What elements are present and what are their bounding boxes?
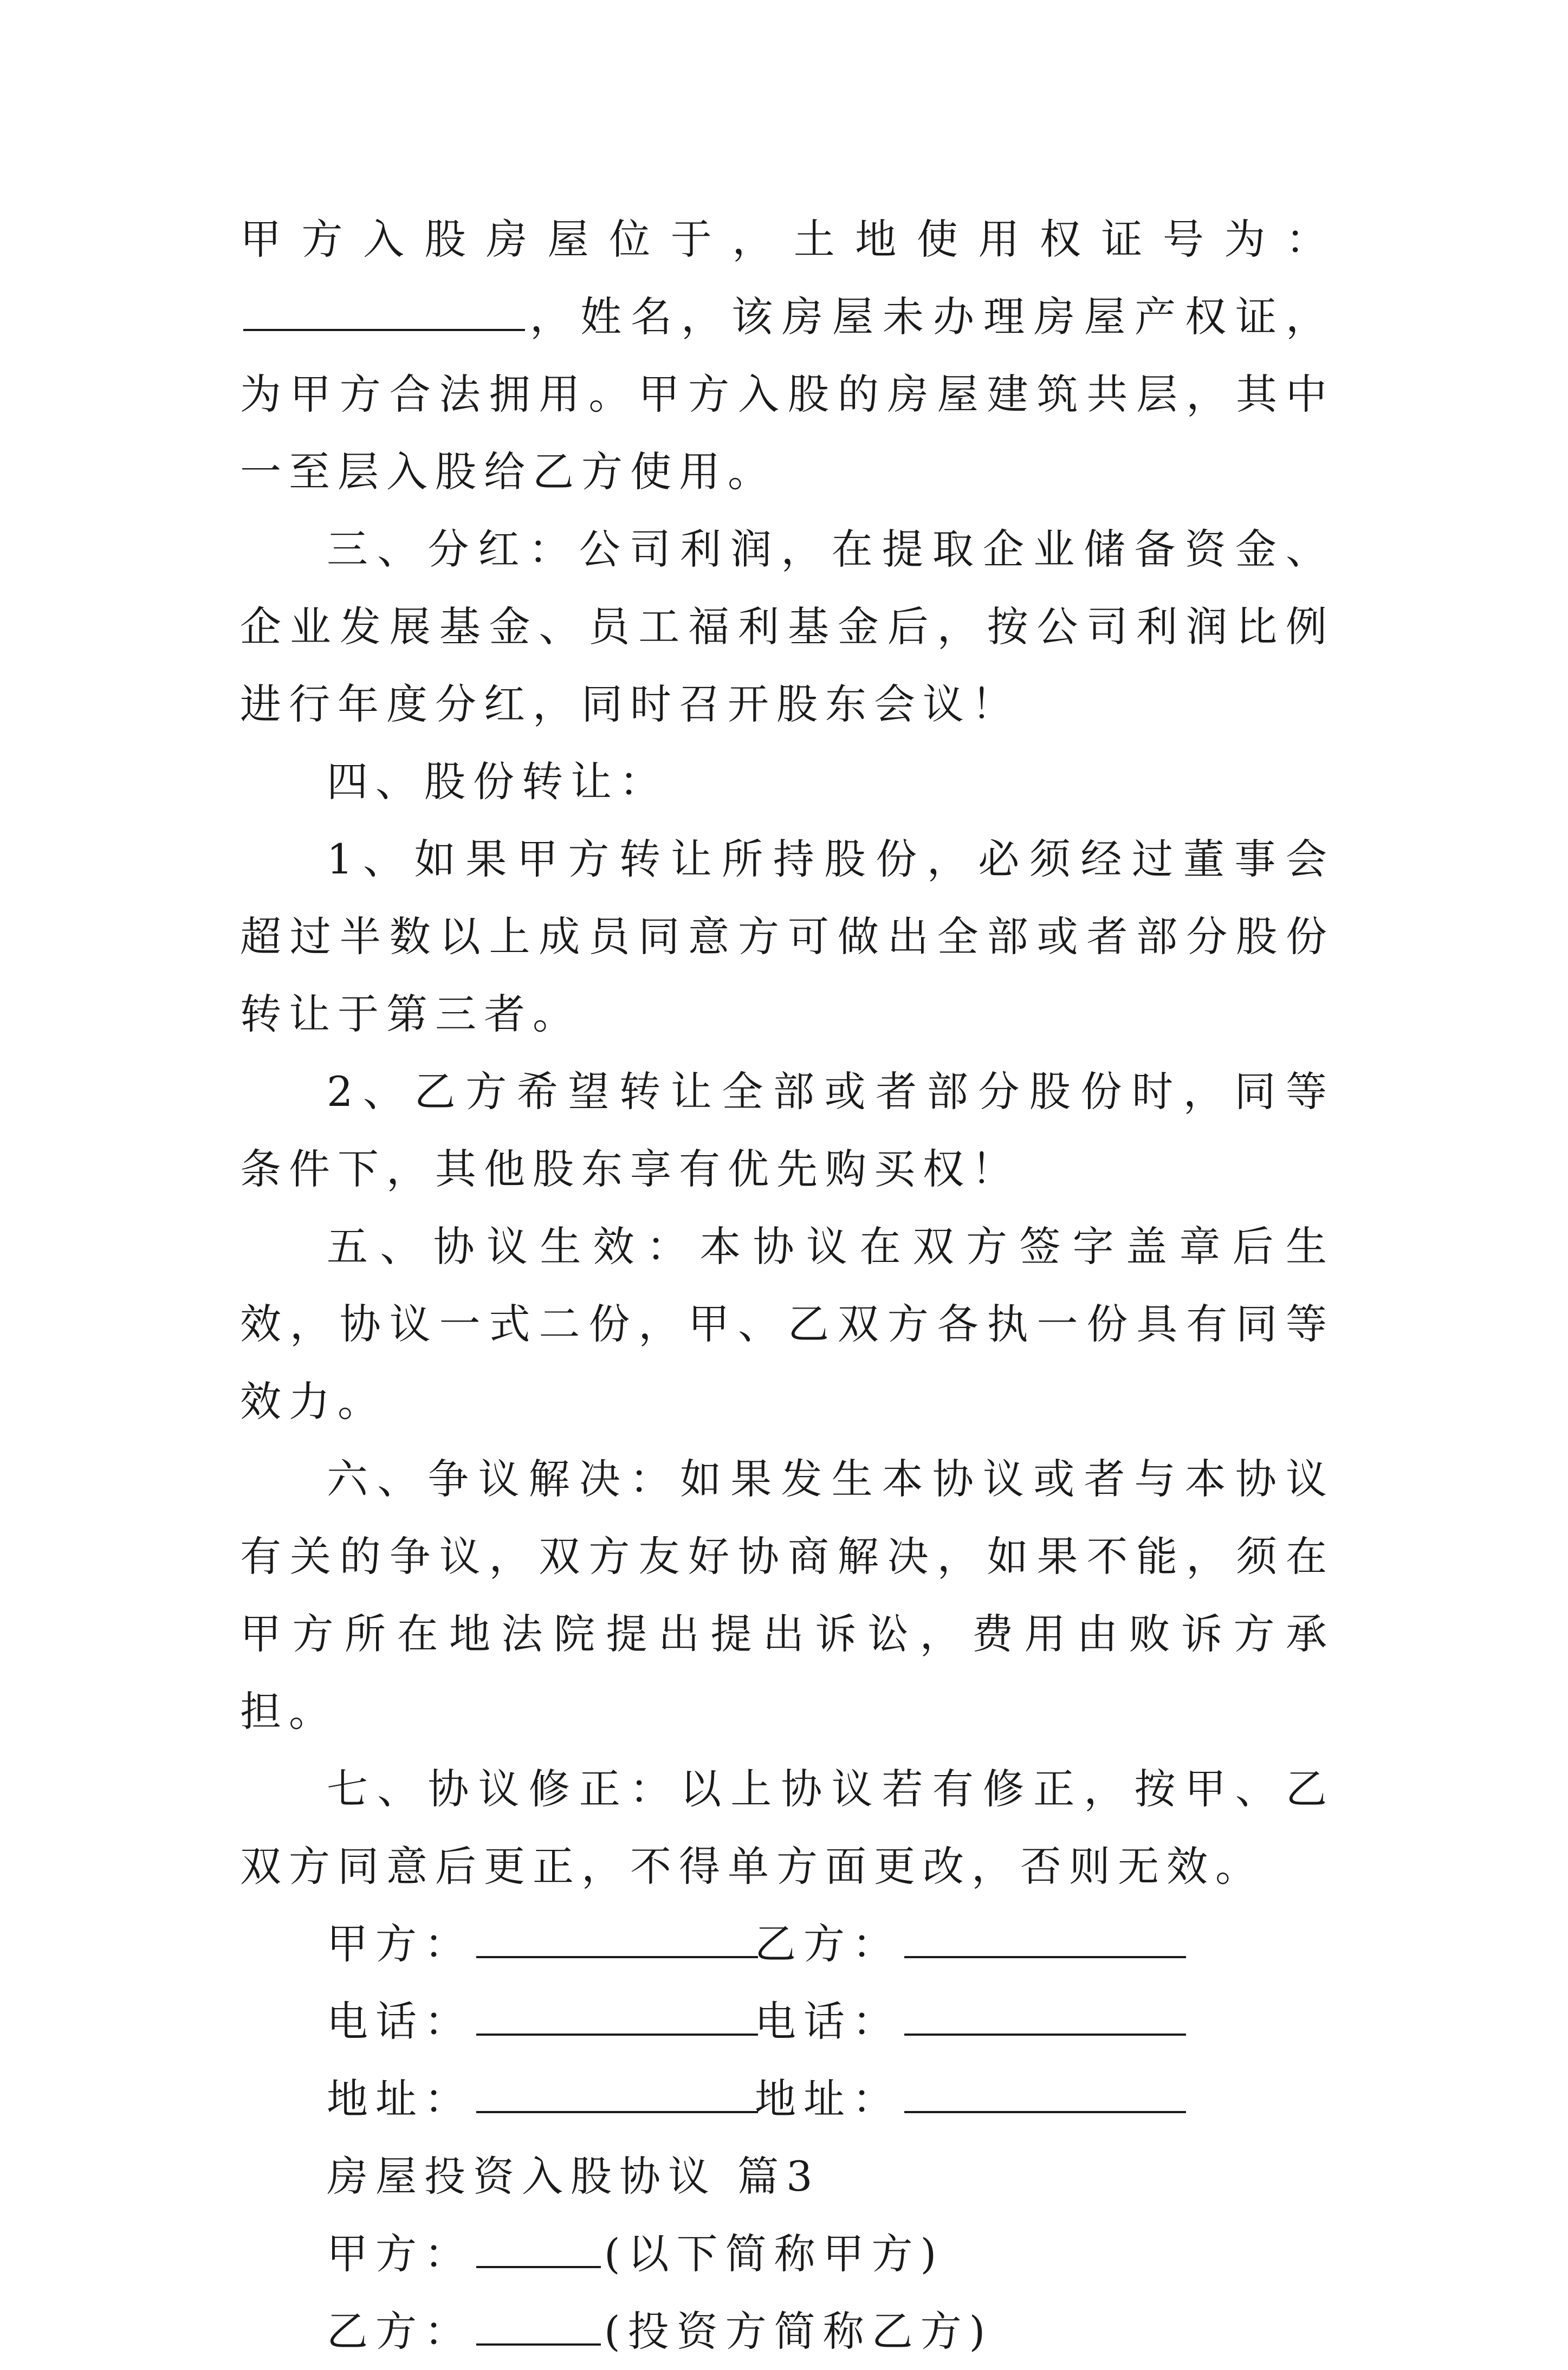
party-b-address-blank	[904, 2077, 1186, 2113]
party-b-address-label: 地址：	[755, 2075, 901, 2123]
party-b-phone-blank	[904, 2000, 1186, 2036]
clause-3-dividends: 三、分红：公司利润，在提取企业储备资金、企业发展基金、员工福利基金后，按公司利润比例进行年度分红，同时召开股东会议！	[240, 525, 1334, 728]
party-a-phone-blank	[476, 2000, 758, 2036]
clause-4-title: 四、股份转让：	[327, 757, 668, 806]
document-body	[240, 200, 1334, 2370]
signature-left-party	[327, 1905, 755, 1983]
signature-right-party	[755, 1905, 1189, 1983]
signature-left-phone	[327, 1983, 755, 2060]
signature-right-address	[755, 2060, 1189, 2138]
land-certificate-blank	[243, 295, 525, 331]
clause-2-continued	[240, 200, 1334, 510]
next-section-title: 房屋投资入股协议 篇3	[327, 2152, 820, 2200]
clause-4-item-2: 2、乙方希望转让全部或者部分股份时，同等条件下，其他股东享有优先购买权！	[240, 1067, 1334, 1193]
party-b-name-blank	[476, 2310, 601, 2346]
clause-2-text-end: ，姓名，该房屋未办理房屋产权证，为甲方合法拥用。甲方入股的房屋建筑共层，其中一至层入股给乙方使用。	[240, 293, 1334, 496]
clause-5-effectiveness: 五、协议生效：本协议在双方签字盖章后生效，协议一式二份，甲、乙双方各执一份具有同等效力。	[240, 1222, 1334, 1426]
signature-row-party	[240, 1905, 1334, 1983]
party-b-label: 乙方：	[327, 2307, 473, 2355]
signature-row-phone	[240, 1983, 1334, 2060]
signature-left-address	[327, 2060, 755, 2138]
signature-right-phone	[755, 1983, 1189, 2060]
party-b-phone-label: 电话：	[755, 1997, 901, 2045]
party-a-note: (以下简称甲方)	[604, 2230, 944, 2278]
party-a-sign-blank	[476, 1922, 758, 1958]
clause-4-item-1: 1、如果甲方转让所持股份，必须经过董事会超过半数以上成员同意方可做出全部或者部分股份转让于第三者。	[240, 835, 1334, 1038]
party-a-address-blank	[476, 2077, 758, 2113]
party-a-address-label: 地址：	[327, 2075, 473, 2123]
party-a-line	[240, 2215, 1334, 2293]
party-a-phone-label: 电话：	[327, 1997, 473, 2045]
clause-7-amendment: 七、协议修正：以上协议若有修正，按甲、乙双方同意后更正，不得单方面更改，否则无效。	[240, 1765, 1334, 1890]
party-a-name-blank	[476, 2232, 601, 2268]
party-b-line	[240, 2293, 1334, 2370]
party-b-sign-label: 乙方：	[755, 1920, 901, 1968]
party-b-sign-blank	[904, 1922, 1186, 1958]
clause-6-disputes: 六、争议解决：如果发生本协议或者与本协议有关的争议，双方友好协商解决，如果不能，须在甲方所在地法院提出提出诉讼，费用由败诉方承担。	[240, 1455, 1334, 1736]
clause-2-text-start: 甲方入股房屋位于，土地使用权证号为：	[240, 215, 1334, 263]
party-a-label: 甲方：	[327, 2230, 473, 2278]
party-a-sign-label: 甲方：	[327, 1920, 473, 1968]
signature-row-address	[240, 2060, 1334, 2138]
party-b-note: (投资方简称乙方)	[604, 2307, 993, 2355]
